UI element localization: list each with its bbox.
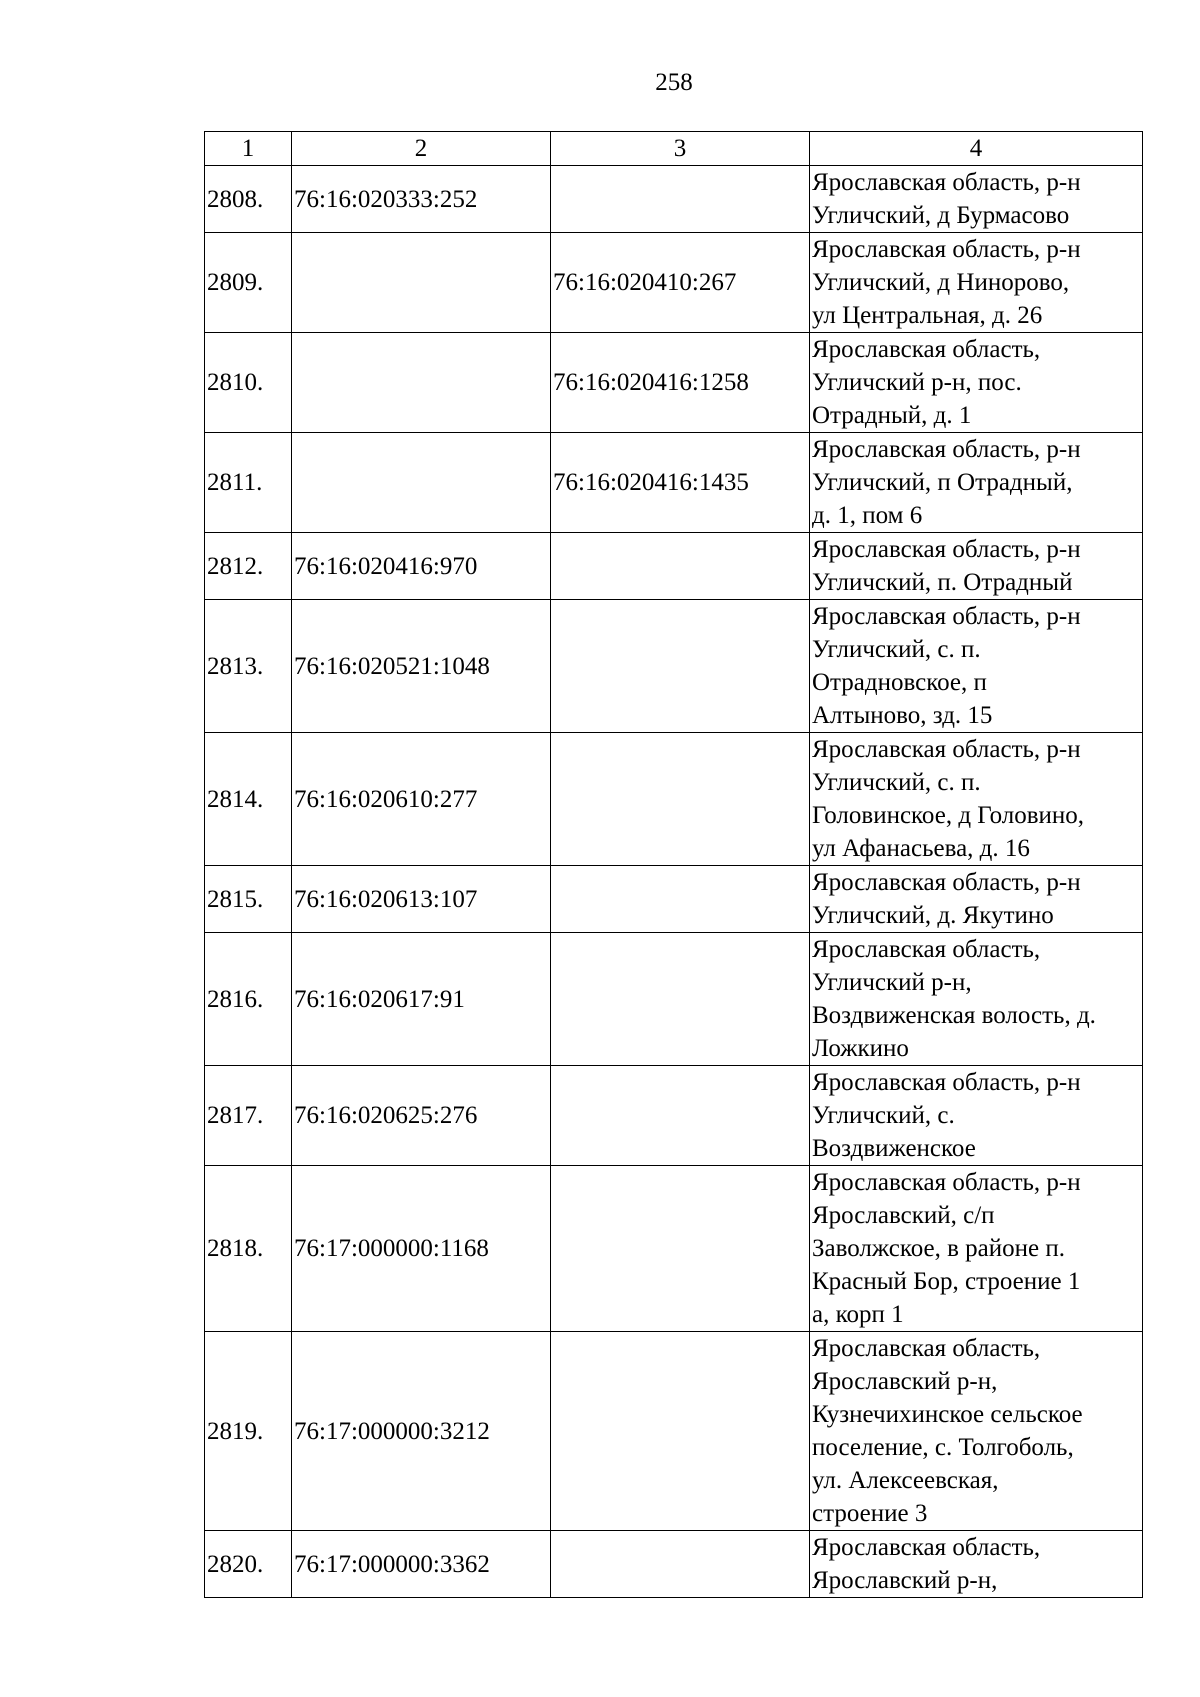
cadastral-number-col3: 76:16:020410:267 (551, 233, 810, 333)
cadastral-number-col2 (292, 333, 551, 433)
table-row (205, 866, 1143, 933)
row-number: 2812. (205, 533, 292, 600)
cadastral-number-col3 (551, 933, 810, 1066)
cadastral-number-col3 (551, 166, 810, 233)
table-row (205, 933, 1143, 1066)
address-cell: Ярославская область, р-н Угличский, д Бурмасово (810, 166, 1143, 233)
cadastral-number-col2: 76:16:020613:107 (292, 866, 551, 933)
row-number: 2816. (205, 933, 292, 1066)
row-number: 2814. (205, 733, 292, 866)
page-number: 258 (655, 69, 693, 96)
cadastral-number-col3 (551, 600, 810, 733)
address-cell: Ярославская область, р-н Угличский, п. Отрадный (810, 533, 1143, 600)
address-cell: Ярославская область, Ярославский р-н, (810, 1531, 1143, 1598)
address-cell: Ярославская область, р-н Угличский, п Отрадный, д. 1, пом 6 (810, 433, 1143, 533)
row-number: 2818. (205, 1166, 292, 1332)
cadastral-number-col3 (551, 733, 810, 866)
header-col-4: 4 (810, 132, 1143, 166)
row-number: 2817. (205, 1066, 292, 1166)
cadastral-number-col3 (551, 1332, 810, 1531)
address-cell: Ярославская область, р-н Ярославский, с/п Заволжское, в районе п. Красный Бор, строение 1 а, корп 1 (810, 1166, 1143, 1332)
address-cell: Ярославская область, Ярославский р-н, Кузнечихинское сельское поселение, с. Толгоболь, ул. Алексеевская, строение 3 (810, 1332, 1143, 1531)
cadastral-number-col3 (551, 1066, 810, 1166)
cadastral-number-col2: 76:16:020625:276 (292, 1066, 551, 1166)
cadastral-number-col2: 76:16:020416:970 (292, 533, 551, 600)
table-row (205, 1531, 1143, 1598)
row-number: 2815. (205, 866, 292, 933)
header-col-1: 1 (205, 132, 292, 166)
cadastral-number-col2: 76:17:000000:1168 (292, 1166, 551, 1332)
cadastral-number-col3 (551, 533, 810, 600)
table-row (205, 600, 1143, 733)
header-col-3: 3 (551, 132, 810, 166)
cadastral-number-col3 (551, 866, 810, 933)
table-row (205, 733, 1143, 866)
cadastral-number-col3: 76:16:020416:1258 (551, 333, 810, 433)
cadastral-number-col2: 76:16:020610:277 (292, 733, 551, 866)
table-row (205, 1332, 1143, 1531)
table-row (205, 166, 1143, 233)
cadastral-number-col3: 76:16:020416:1435 (551, 433, 810, 533)
cadastral-number-col3 (551, 1166, 810, 1332)
row-number: 2809. (205, 233, 292, 333)
row-number: 2820. (205, 1531, 292, 1598)
address-cell: Ярославская область, р-н Угличский, с. п. Головинское, д Головино, ул Афанасьева, д. 16 (810, 733, 1143, 866)
address-cell: Ярославская область, р-н Угличский, д Нинорово, ул Центральная, д. 26 (810, 233, 1143, 333)
address-cell: Ярославская область, р-н Угличский, с. Воздвиженское (810, 1066, 1143, 1166)
cadastral-number-col2: 76:16:020617:91 (292, 933, 551, 1066)
registry-table (204, 131, 1143, 1598)
table-row (205, 1066, 1143, 1166)
address-cell: Ярославская область, р-н Угличский, с. п. Отрадновское, п Алтыново, зд. 15 (810, 600, 1143, 733)
table-row (205, 433, 1143, 533)
row-number: 2819. (205, 1332, 292, 1531)
cadastral-number-col2 (292, 433, 551, 533)
cadastral-number-col2: 76:16:020521:1048 (292, 600, 551, 733)
table-row (205, 333, 1143, 433)
table-row (205, 1166, 1143, 1332)
row-number: 2811. (205, 433, 292, 533)
cadastral-number-col2: 76:16:020333:252 (292, 166, 551, 233)
row-number: 2808. (205, 166, 292, 233)
cadastral-number-col2 (292, 233, 551, 333)
address-cell: Ярославская область, р-н Угличский, д. Якутино (810, 866, 1143, 933)
cadastral-number-col2: 76:17:000000:3362 (292, 1531, 551, 1598)
table-row (205, 233, 1143, 333)
address-cell: Ярославская область, Угличский р-н, пос. Отрадный, д. 1 (810, 333, 1143, 433)
cadastral-number-col2: 76:17:000000:3212 (292, 1332, 551, 1531)
cadastral-number-col3 (551, 1531, 810, 1598)
address-cell: Ярославская область, Угличский р-н, Воздвиженская волость, д. Ложкино (810, 933, 1143, 1066)
header-col-2: 2 (292, 132, 551, 166)
table-header-row (205, 132, 1143, 166)
row-number: 2813. (205, 600, 292, 733)
table-row (205, 533, 1143, 600)
row-number: 2810. (205, 333, 292, 433)
